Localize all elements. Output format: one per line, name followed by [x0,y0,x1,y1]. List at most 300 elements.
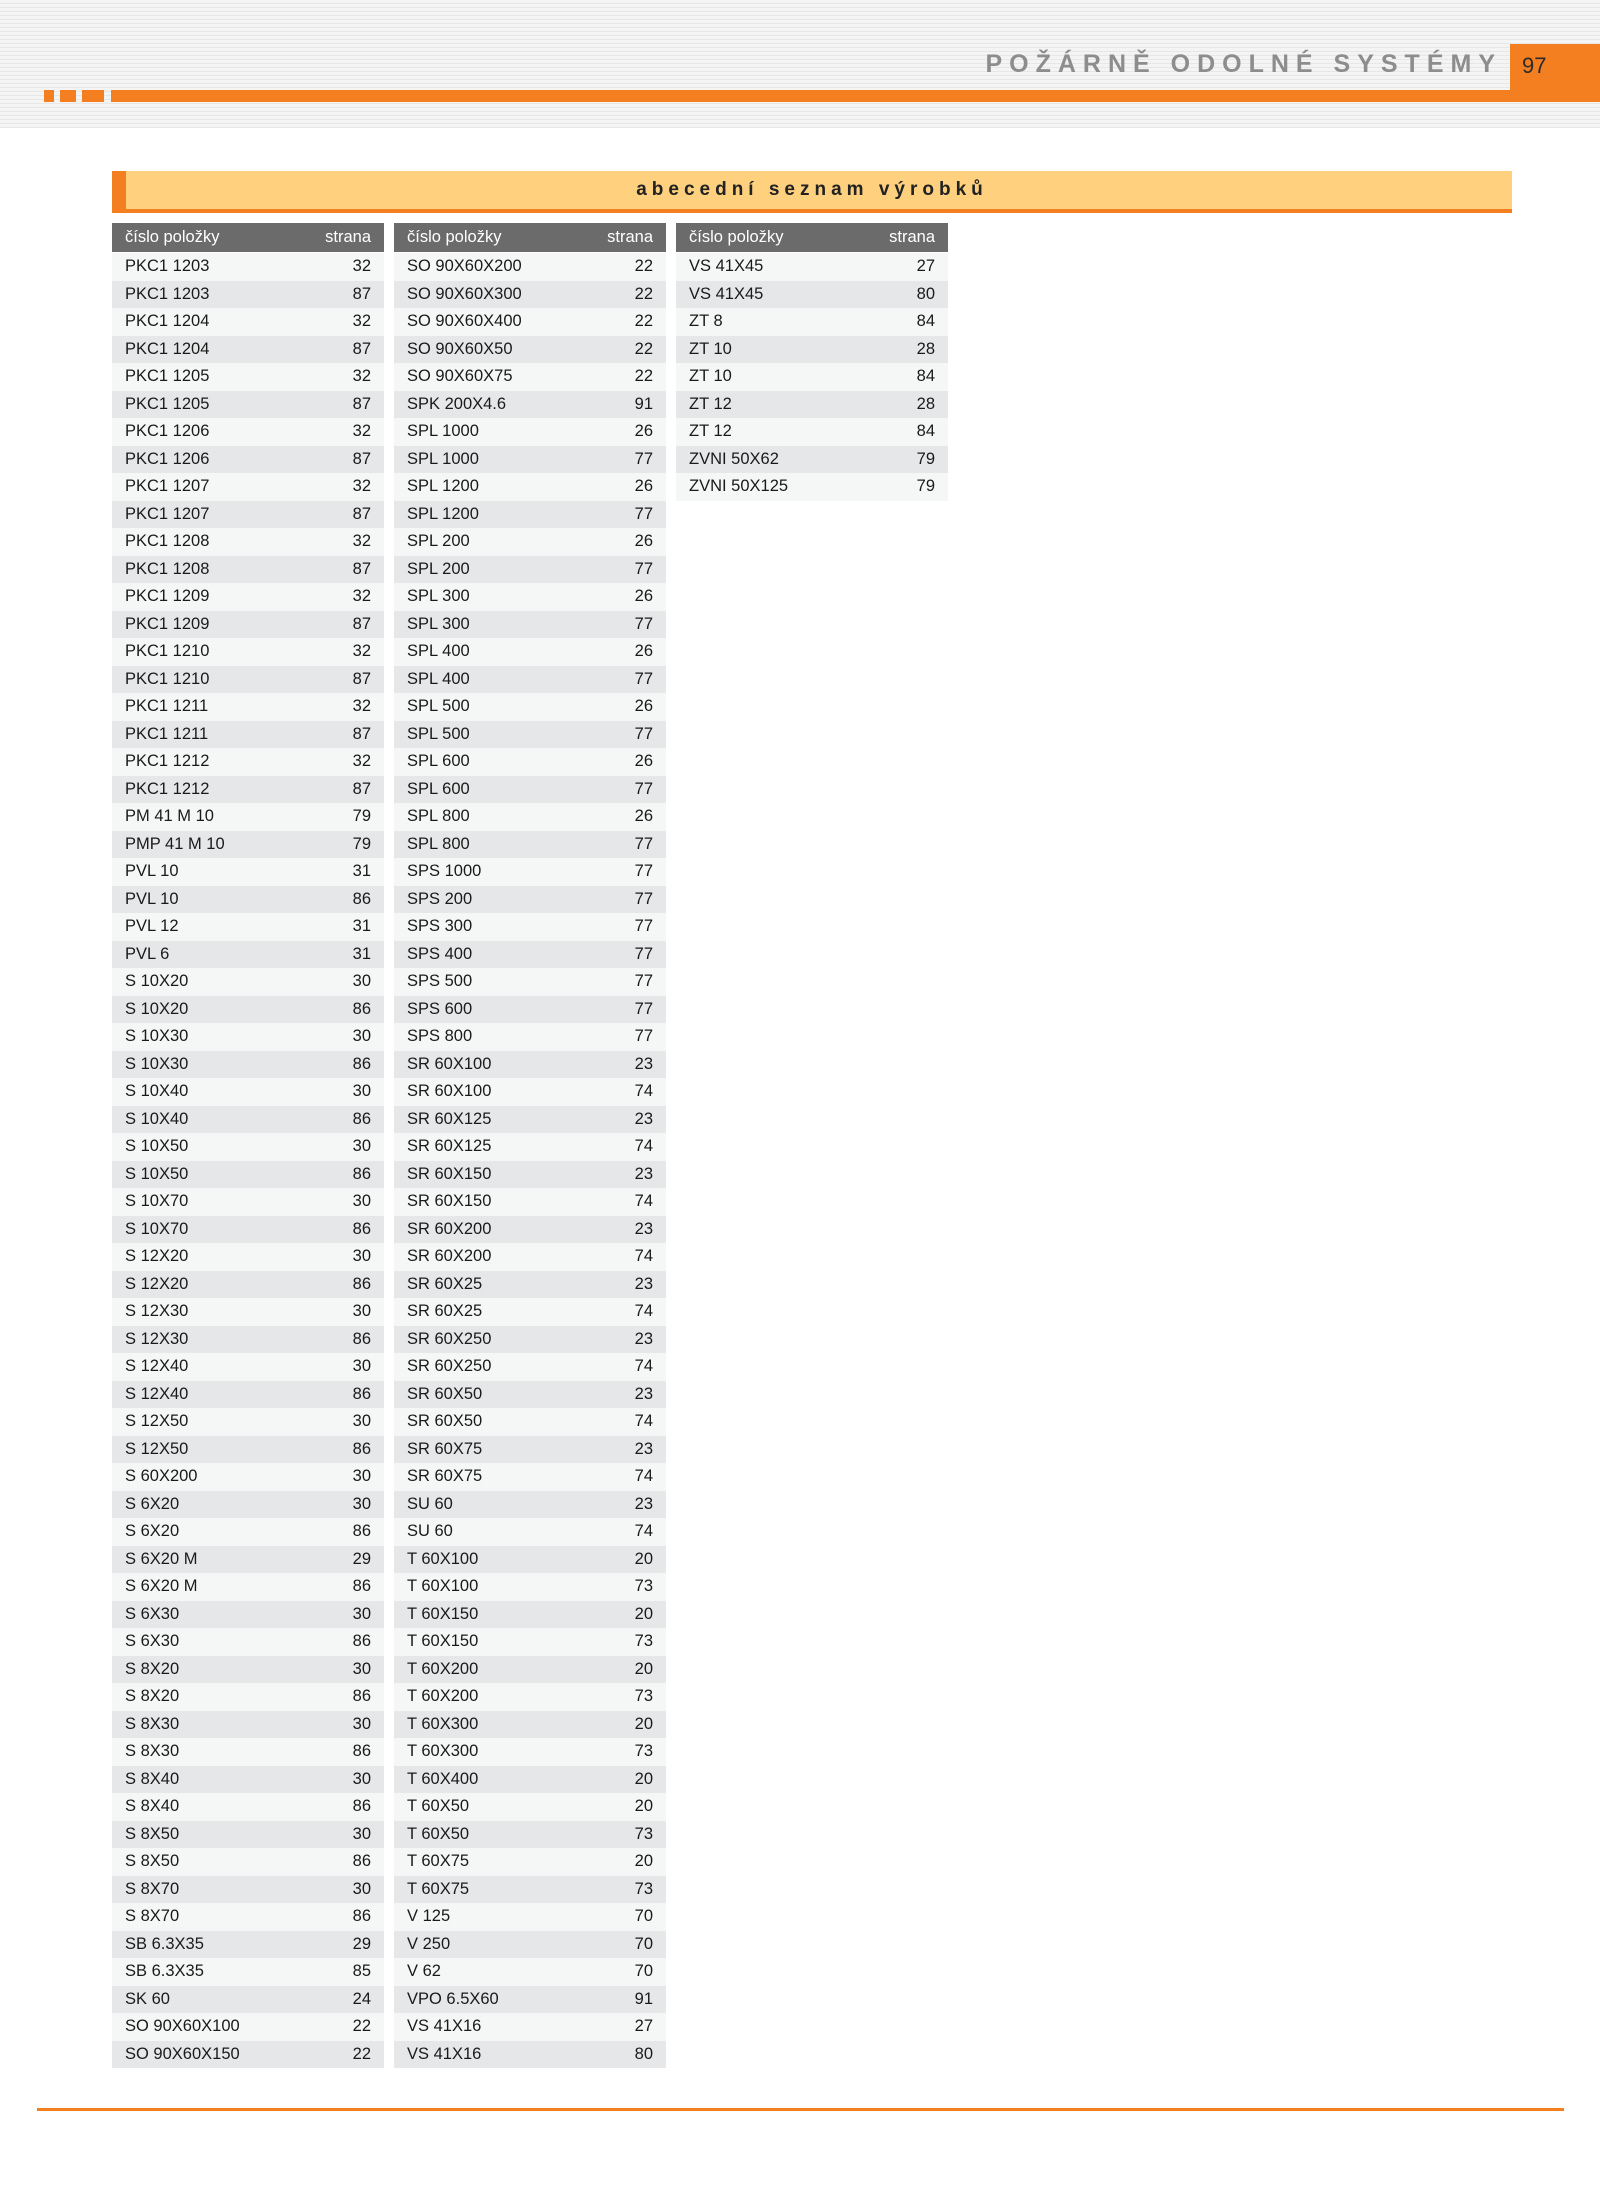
item-number: PMP 41 M 10 [125,834,225,853]
table-row [112,803,384,831]
page-ref: 73 [634,1824,653,1843]
table-header [112,223,384,252]
table-row [394,1353,666,1381]
table-row [112,1903,384,1931]
item-number: SO 90X60X400 [407,312,522,331]
page-ref: 86 [352,1852,371,1871]
item-number: T 60X200 [407,1687,479,1706]
item-number: S 8X20 [125,1659,180,1678]
page-ref: 30 [352,1604,371,1623]
page-ref: 87 [352,669,371,688]
item-number: PKC1 1209 [125,614,210,633]
item-number: SU 60 [407,1494,453,1513]
page-ref: 86 [352,1109,371,1128]
item-number: VS 41X16 [407,2017,482,2036]
page-ref: 86 [352,1687,371,1706]
item-number: SO 90X60X200 [407,257,522,276]
page-ref: 87 [352,504,371,523]
item-number: SO 90X60X75 [407,367,513,386]
item-number: SK 60 [125,1989,170,2008]
item-number: T 60X200 [407,1659,479,1678]
page-ref: 31 [352,862,371,881]
page-ref: 31 [352,944,371,963]
item-number: SPL 500 [407,697,470,716]
page-ref: 31 [352,917,371,936]
table-row [112,583,384,611]
item-number: SPS 1000 [407,862,482,881]
page-ref: 20 [634,1769,653,1788]
page-ref: 73 [634,1742,653,1761]
table-row [394,1821,666,1849]
table-row [112,1711,384,1739]
page-ref: 24 [352,1989,371,2008]
table-row [394,1738,666,1766]
table-row [112,528,384,556]
item-number: ZT 12 [689,394,732,413]
item-number: T 60X100 [407,1577,479,1596]
item-number: S 10X70 [125,1219,189,1238]
section-heading-text: abecední seznam výrobků [636,179,988,200]
table-row [676,418,948,446]
item-number: SR 60X200 [407,1219,492,1238]
header-decor-square [82,90,104,102]
table-row [394,1546,666,1574]
item-number: ZVNI 50X62 [689,449,779,468]
table-row [112,1133,384,1161]
page-ref: 26 [634,697,653,716]
table-row [676,281,948,309]
page-ref: 70 [634,1934,653,1953]
page-ref: 74 [634,1302,653,1321]
table-row [394,721,666,749]
item-number: SO 90X60X150 [125,2044,240,2063]
page-ref: 27 [916,257,935,276]
table-row [394,1051,666,1079]
item-number: S 8X30 [125,1714,180,1733]
item-number: S 12X50 [125,1412,189,1431]
table-row [112,748,384,776]
page-ref: 74 [634,1137,653,1156]
page-ref: 77 [634,889,653,908]
item-number: PVL 12 [125,917,179,936]
page-ref: 30 [352,1137,371,1156]
item-number: SPS 800 [407,1027,473,1046]
page-ref: 87 [352,724,371,743]
table-row [112,968,384,996]
item-number: S 8X20 [125,1687,180,1706]
item-number: V 62 [407,1962,441,1981]
page-ref: 91 [634,1989,653,2008]
item-number: T 60X100 [407,1549,479,1568]
table-row [394,1711,666,1739]
item-number: PKC1 1205 [125,394,210,413]
table-row [112,1518,384,1546]
table-row [394,1601,666,1629]
page-ref: 87 [352,614,371,633]
table-row [112,1683,384,1711]
table-row [394,308,666,336]
table-row [394,1518,666,1546]
page-ref: 74 [634,1412,653,1431]
table-row [112,1463,384,1491]
item-number: SPL 200 [407,532,470,551]
item-number: PVL 10 [125,862,179,881]
table-row [112,1243,384,1271]
page-ref: 20 [634,1714,653,1733]
page-ref: 73 [634,1687,653,1706]
page-ref: 32 [352,532,371,551]
table-row [112,1326,384,1354]
item-number: PKC1 1207 [125,477,210,496]
table-row [394,1986,666,2014]
page-ref: 74 [634,1082,653,1101]
item-number: S 10X20 [125,999,189,1018]
item-number: PKC1 1208 [125,559,210,578]
item-number: ZT 10 [689,339,732,358]
page-ref: 86 [352,1632,371,1651]
table-row [394,253,666,281]
page-ref: 84 [916,367,935,386]
item-number: ZT 12 [689,422,732,441]
table-row [112,1656,384,1684]
item-number: SR 60X100 [407,1082,492,1101]
page-ref: 79 [352,807,371,826]
column-header-page: strana [325,228,371,246]
page-ref: 87 [352,449,371,468]
table-row [394,968,666,996]
item-number: PKC1 1203 [125,257,210,276]
page-ref: 30 [352,1494,371,1513]
page-ref: 80 [634,2044,653,2063]
page-ref: 77 [634,504,653,523]
table-row [394,913,666,941]
table-row [394,501,666,529]
item-number: ZVNI 50X125 [689,477,789,496]
page-ref: 87 [352,559,371,578]
item-number: PKC1 1204 [125,312,210,331]
item-number: ZT 10 [689,367,732,386]
page-ref: 84 [916,312,935,331]
item-number: SR 60X25 [407,1302,483,1321]
page-ref: 70 [634,1962,653,1981]
item-number: S 10X70 [125,1192,189,1211]
item-number: SPK 200X4.6 [407,394,507,413]
table-row [394,1848,666,1876]
table-row [112,2013,384,2041]
item-number: VS 41X45 [689,284,764,303]
item-number: PKC1 1211 [125,724,209,743]
page-ref: 70 [634,1907,653,1926]
table-row [112,473,384,501]
page-ref: 22 [634,367,653,386]
table-row [394,1216,666,1244]
table-row [394,1931,666,1959]
table-row [394,1243,666,1271]
page-ref: 26 [634,422,653,441]
item-number: PKC1 1206 [125,449,210,468]
table-row [112,418,384,446]
item-number: SPL 600 [407,779,470,798]
page-ref: 79 [916,449,935,468]
item-number: S 6X30 [125,1604,180,1623]
page-ref: 73 [634,1632,653,1651]
table-row [112,1078,384,1106]
table-row [112,1738,384,1766]
page-ref: 77 [634,972,653,991]
table-row [112,638,384,666]
table-row [112,1353,384,1381]
item-number: PKC1 1203 [125,284,210,303]
item-number: ZT 8 [689,312,723,331]
item-number: SPL 500 [407,724,470,743]
item-number: S 8X30 [125,1742,180,1761]
table-row [112,1408,384,1436]
table-row [394,1573,666,1601]
table-row [394,583,666,611]
item-number: S 10X30 [125,1027,189,1046]
table-row [112,1546,384,1574]
table-row [112,611,384,639]
page-ref: 74 [634,1192,653,1211]
item-number: SR 60X250 [407,1329,492,1348]
table-row [394,1876,666,1904]
item-number: S 8X50 [125,1824,180,1843]
item-number: SPL 1000 [407,422,479,441]
item-number: S 8X70 [125,1907,180,1926]
page-ref: 20 [634,1604,653,1623]
page-header [0,0,1600,128]
item-number: VPO 6.5X60 [407,1989,499,2008]
item-number: PKC1 1206 [125,422,210,441]
table-row [112,1381,384,1409]
item-number: SPL 600 [407,752,470,771]
item-number: SR 60X150 [407,1192,492,1211]
page-ref: 30 [352,1247,371,1266]
page-ref: 30 [352,1412,371,1431]
table-row [394,776,666,804]
item-number: S 12X20 [125,1274,189,1293]
table-row [112,941,384,969]
item-number: SPL 1000 [407,449,479,468]
page-ref: 32 [352,752,371,771]
table-row [394,1903,666,1931]
page-ref: 26 [634,477,653,496]
table-row [394,1958,666,1986]
page-ref: 26 [634,642,653,661]
column-header-item: číslo položky [407,228,502,246]
item-number: SB 6.3X35 [125,1962,204,1981]
table-row [394,803,666,831]
item-number: SPS 200 [407,889,473,908]
item-number: PKC1 1212 [125,752,210,771]
table-row [112,253,384,281]
item-number: SR 60X50 [407,1384,483,1403]
item-number: S 6X20 M [125,1549,198,1568]
page-ref: 30 [352,1714,371,1733]
item-number: PKC1 1212 [125,779,210,798]
page-ref: 20 [634,1797,653,1816]
page-ref: 30 [352,1357,371,1376]
table-row [112,1793,384,1821]
table-row [394,858,666,886]
item-number: SO 90X60X300 [407,284,522,303]
page-ref: 86 [352,1384,371,1403]
page-ref: 23 [634,1054,653,1073]
table-row [112,666,384,694]
table-header [394,223,666,252]
table-row [394,1078,666,1106]
page-ref: 30 [352,1302,371,1321]
page-ref: 32 [352,257,371,276]
table-row [394,1106,666,1134]
item-number: SPL 400 [407,642,470,661]
table-header [676,223,948,252]
table-row [394,2013,666,2041]
table-row [394,1656,666,1684]
table-row [676,391,948,419]
header-decor-square [44,90,54,102]
table-row [112,1876,384,1904]
table-row [112,1216,384,1244]
item-number: PKC1 1211 [125,697,209,716]
item-number: T 60X75 [407,1879,470,1898]
table-row [394,528,666,556]
page-ref: 30 [352,1879,371,1898]
table-row [112,556,384,584]
item-number: T 60X150 [407,1604,479,1623]
item-number: SPL 1200 [407,477,479,496]
table-rows [394,253,666,2068]
page-ref: 28 [916,394,935,413]
table-row [394,391,666,419]
table-row [112,776,384,804]
table-row [112,1271,384,1299]
page-ref: 80 [916,284,935,303]
column-header-page: strana [889,228,935,246]
table-row [112,391,384,419]
item-number: SPL 800 [407,834,470,853]
index-table-column-1 [112,223,384,2068]
item-number: S 10X30 [125,1054,189,1073]
page-ref: 77 [634,917,653,936]
item-number: PKC1 1210 [125,669,210,688]
page-ref: 77 [634,724,653,743]
item-number: SPS 500 [407,972,473,991]
table-row [394,281,666,309]
item-number: PVL 6 [125,944,170,963]
table-row [394,418,666,446]
table-row [394,1161,666,1189]
table-row [112,1298,384,1326]
page-ref: 86 [352,1577,371,1596]
table-row [394,1298,666,1326]
page-ref: 79 [916,477,935,496]
page-ref: 26 [634,752,653,771]
table-row [394,693,666,721]
column-header-page: strana [607,228,653,246]
page-ref: 77 [634,449,653,468]
table-row [112,363,384,391]
page-ref: 77 [634,944,653,963]
table-row [112,858,384,886]
item-number: T 60X50 [407,1824,470,1843]
item-number: SB 6.3X35 [125,1934,204,1953]
item-number: SPL 300 [407,614,470,633]
table-row [112,1628,384,1656]
page-ref: 32 [352,312,371,331]
page-ref: 86 [352,1219,371,1238]
page-ref: 27 [634,2017,653,2036]
item-number: PKC1 1210 [125,642,210,661]
table-rows [112,253,384,2068]
table-row [394,556,666,584]
page-ref: 23 [634,1494,653,1513]
page-ref: 22 [634,257,653,276]
page-ref: 32 [352,587,371,606]
table-row [112,1188,384,1216]
item-number: S 6X20 [125,1522,180,1541]
item-number: S 10X40 [125,1082,189,1101]
item-number: SR 60X75 [407,1467,483,1486]
item-number: S 12X20 [125,1247,189,1266]
item-number: SO 90X60X100 [125,2017,240,2036]
item-number: SPS 400 [407,944,473,963]
item-number: S 6X30 [125,1632,180,1651]
page-ref: 87 [352,394,371,413]
item-number: SO 90X60X50 [407,339,513,358]
page-ref: 86 [352,1274,371,1293]
page-ref: 20 [634,1549,653,1568]
table-row [394,1188,666,1216]
page-ref: 30 [352,1467,371,1486]
item-number: SR 60X125 [407,1137,492,1156]
item-number: S 6X20 [125,1494,180,1513]
table-row [112,1848,384,1876]
table-row [112,886,384,914]
page-ref: 23 [634,1109,653,1128]
table-row [394,2041,666,2069]
page-ref: 32 [352,642,371,661]
page-ref: 77 [634,669,653,688]
table-row [394,1326,666,1354]
index-table-column-2 [394,223,666,2068]
item-number: T 60X50 [407,1797,470,1816]
item-number: SR 60X250 [407,1357,492,1376]
page-ref: 22 [352,2044,371,2063]
item-number: SR 60X100 [407,1054,492,1073]
table-row [112,1051,384,1079]
item-number: V 125 [407,1907,451,1926]
page-ref: 86 [352,1329,371,1348]
item-number: S 12X50 [125,1439,189,1458]
table-row [112,1436,384,1464]
page-ref: 87 [352,339,371,358]
page-ref: 30 [352,1824,371,1843]
item-number: SR 60X200 [407,1247,492,1266]
page-ref: 74 [634,1467,653,1486]
table-row [394,336,666,364]
table-row [394,446,666,474]
table-row [112,1821,384,1849]
table-row [394,473,666,501]
item-number: S 8X40 [125,1769,180,1788]
table-row [112,446,384,474]
table-row [112,1931,384,1959]
page-ref: 30 [352,1082,371,1101]
page-ref: 73 [634,1879,653,1898]
page-ref: 22 [634,312,653,331]
page-ref: 86 [352,1054,371,1073]
